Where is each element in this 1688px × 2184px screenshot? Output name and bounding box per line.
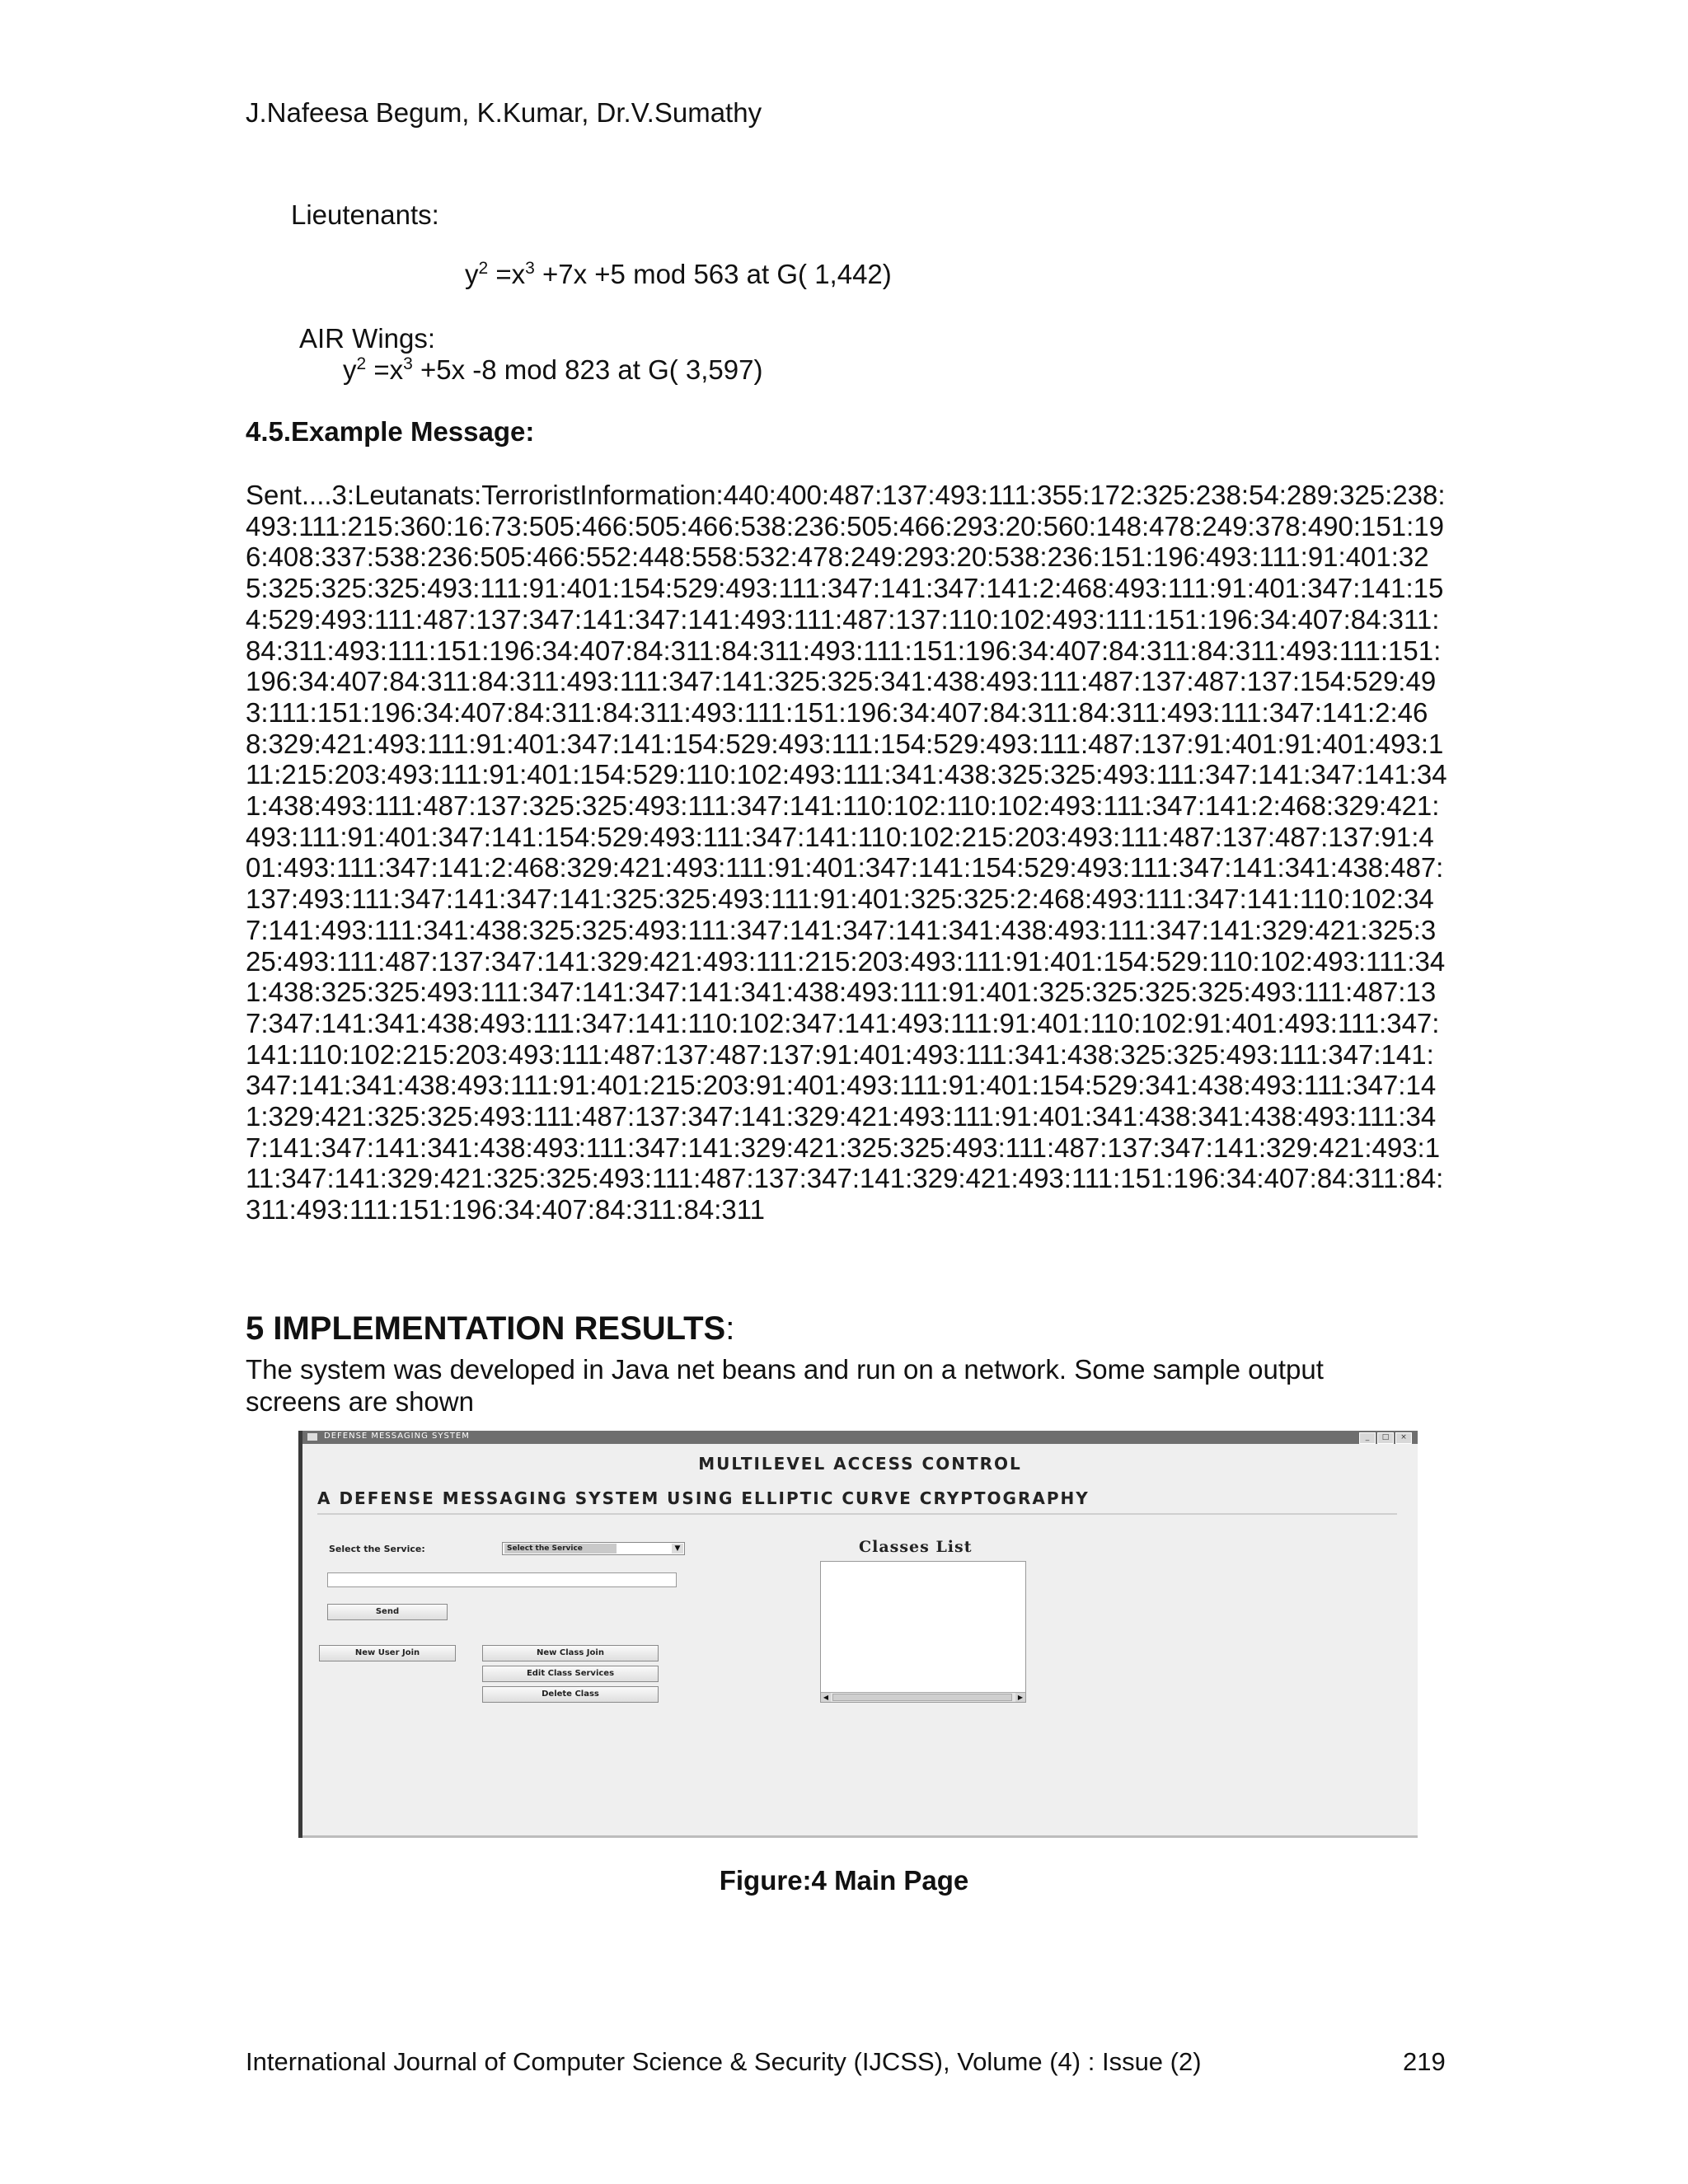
section-intro-paragraph: The system was developed in Java net beans and run on a network. Some sample output screens are shown xyxy=(246,1354,1324,1417)
running-header-authors: J.Nafeesa Begum, K.Kumar, Dr.V.Sumathy xyxy=(246,97,762,128)
service-select-value: Select the Service xyxy=(504,1544,617,1554)
scroll-left-icon[interactable]: ◀ xyxy=(821,1693,831,1702)
example-message-heading: 4.5.Example Message: xyxy=(246,416,535,447)
eq-y: y xyxy=(465,259,479,289)
window-app-icon xyxy=(307,1433,317,1441)
send-button[interactable]: Send xyxy=(327,1604,448,1620)
eq-y: y xyxy=(343,354,357,385)
window-title: DEFENSE MESSAGING SYSTEM xyxy=(324,1432,470,1441)
header-divider xyxy=(317,1513,1397,1515)
app-title: MULTILEVEL ACCESS CONTROL xyxy=(698,1454,1022,1474)
scroll-right-icon[interactable]: ▶ xyxy=(1015,1693,1025,1702)
section-heading-text: 5 IMPLEMENTATION RESULTS xyxy=(246,1310,726,1347)
service-label: Select the Service: xyxy=(329,1544,425,1554)
scrollbar-thumb[interactable] xyxy=(832,1694,1012,1701)
delete-class-button[interactable]: Delete Class xyxy=(482,1686,659,1703)
lieutenants-equation xyxy=(465,259,892,290)
edit-class-services-button[interactable]: Edit Class Services xyxy=(482,1666,659,1682)
eq-exponent: 3 xyxy=(403,354,413,373)
eq-x: =x xyxy=(366,354,404,385)
window-bottom-edge xyxy=(302,1835,1418,1838)
eq-x: =x xyxy=(488,259,526,289)
section-heading-colon: : xyxy=(725,1310,735,1347)
window-titlebar xyxy=(302,1431,1418,1444)
eq-rest: +7x +5 mod 563 at G( 1,442) xyxy=(534,259,892,289)
message-input[interactable] xyxy=(327,1572,677,1587)
app-subtitle: A DEFENSE MESSAGING SYSTEM USING ELLIPTIC CURVE CRYPTOGRAPHY xyxy=(317,1488,1090,1508)
air-wings-label: AIR Wings: xyxy=(299,323,436,354)
horizontal-scrollbar[interactable] xyxy=(821,1692,1025,1702)
maximize-icon[interactable]: □ xyxy=(1377,1432,1394,1444)
footer-page-number: 219 xyxy=(1403,2047,1446,2076)
classes-list[interactable] xyxy=(820,1561,1026,1703)
section-heading xyxy=(246,1310,734,1347)
example-message-body: Sent....3:Leutanats:TerroristInformation:440:400:487:137:493:111:355:172:325:238:54:289:325:238:493:111:215:360:16:73:505:466:505:466:538:236:505:466:293:20:560:148:478:249:378:490:151:196:408:337:538:236:505:466:552:448:558:532:478:249:293:20:538:236:151:196:493:111:91:401:325:325:325:325:493:111:91:401:154:529:493:111:347:141:347:141:2:468:493:111:91:401:347:141:154:529:493:111:487:137:347:141:347:141:493:111:487:137:110:102:493:111:151:196:34:407:84:311:84:311:493:111:151:196:34:407:84:311:84:311:493:111:151:196:34:407:84:311:84:311:493:111:151:196:34:407:84:311:84:311:493:111:347:141:325:325:341:438:493:111:487:137:487:137:154:529:493:111:151:196:34:407:84:311:84:311:493:111:151:196:34:407:84:311:84:311:493:111:347:141:2:468:329:421:493:111:91:401:347:141:154:529:493:111:154:529:493:111:487:137:91:401:91:401:493:111:215:203:493:111:91:401:154:529:110:102:493:111:341:438:325:325:493:111:347:141:347:141:341:438:493:111:487:137:325:325:493:111:347:141:110:102:110:102:493:111:347:141:2:468:329:421:493:111:91:401:347:141:154:529:493:111:347:141:110:102:215:203:493:111:487:137:487:137:91:401:493:111:347:141:2:468:329:421:493:111:91:401:347:141:154:529:493:111:347:141:341:438:487:137:493:111:347:141:347:141:325:325:493:111:91:401:325:325:2:468:493:111:347:141:110:102:347:141:493:111:341:438:325:325:493:111:347:141:347:141:341:438:493:111:347:141:329:421:325:325:493:111:487:137:347:141:329:421:493:111:215:203:493:111:91:401:154:529:110:102:493:111:341:438:325:325:493:111:347:141:347:141:341:438:493:111:91:401:325:325:325:325:493:111:487:137:347:141:341:438:493:111:347:141:110:102:347:141:493:111:91:401:110:102:91:401:493:111:347:141:110:102:215:203:493:111:487:137:487:137:91:401:493:111:341:438:325:325:493:111:347:141:347:141:341:438:493:111:91:401:215:203:91:401:493:111:91:401:154:529:341:438:493:111:347:141:329:421:325:325:493:111:487:137:347:141:329:421:493:111:91:401:341:438:341:438:493:111:347:141:347:141:341:438:493:111:347:141:329:421:325:325:493:111:487:137:347:141:329:421:493:111:347:141:329:421:325:325:493:111:487:137:347:141:329:421:493:111:151:196:34:407:84:311:84:311:493:111:151:196:34:407:84:311:84:311 xyxy=(246,480,1447,1226)
new-user-join-button[interactable]: New User Join xyxy=(319,1645,456,1661)
new-class-join-button[interactable]: New Class Join xyxy=(482,1645,659,1661)
close-icon[interactable]: × xyxy=(1395,1432,1412,1444)
eq-exponent: 2 xyxy=(356,354,367,373)
figure-caption: Figure:4 Main Page xyxy=(719,1865,969,1896)
chevron-down-icon[interactable]: ▼ xyxy=(672,1544,683,1554)
minimize-icon[interactable]: _ xyxy=(1359,1432,1376,1444)
app-window-screenshot xyxy=(298,1431,1418,1838)
footer-journal: International Journal of Computer Science & Security (IJCSS), Volume (4) : Issue (2) xyxy=(246,2047,1202,2076)
eq-rest: +5x -8 mod 823 at G( 3,597) xyxy=(412,354,763,385)
eq-exponent: 3 xyxy=(525,259,535,278)
air-wings-equation xyxy=(343,354,762,386)
classes-list-title: Classes List xyxy=(859,1538,973,1556)
lieutenants-label: Lieutenants: xyxy=(291,199,439,230)
eq-exponent: 2 xyxy=(478,259,489,278)
service-select[interactable] xyxy=(502,1542,685,1555)
